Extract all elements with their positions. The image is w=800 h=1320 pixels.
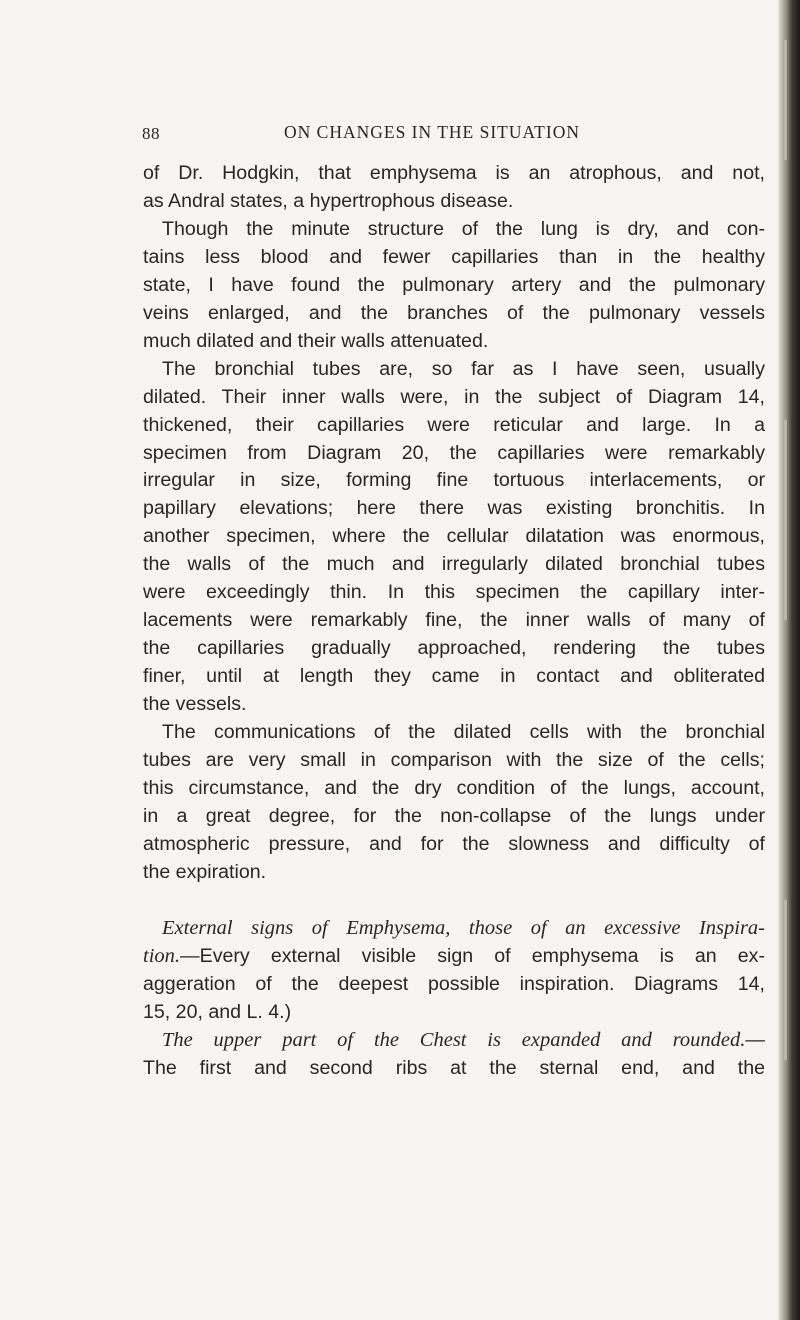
text-line: [143, 943, 765, 971]
text-line: in a great degree, for the non-collapse of the lungs under: [143, 804, 765, 827]
text-line: veins enlarged, and the branches of the pulmonary vessels: [143, 301, 765, 324]
text-line: irregular in size, forming fine tortuous interlacements, or: [143, 469, 765, 492]
text-line: Though the minute structure of the lung is dry, and con-: [162, 217, 765, 240]
section-heading: External signs of Emphysema, those of an excessive Inspira-: [162, 916, 765, 939]
text-line: specimen from Diagram 20, the capillaries were remarkably: [143, 441, 765, 464]
text-line: the vessels.: [143, 693, 247, 716]
paragraph: [143, 356, 765, 719]
text-line: 15, 20, and L. 4.): [143, 1000, 292, 1023]
text-line: tains less blood and fewer capillaries than in the healthy: [143, 245, 765, 268]
section-heading: The upper part of the Chest is expanded and rounded.: [162, 1028, 746, 1051]
text-line: the capillaries gradually approached, rendering the tubes: [143, 637, 765, 660]
text-line: of Dr. Hodgkin, that emphysema is an atrophous, and not,: [143, 162, 765, 184]
text-line: finer, until at length they came in contact and obliterated: [143, 665, 765, 688]
paragraph: [143, 160, 765, 216]
text-line: The first and second ribs at the sternal end, and the: [143, 1056, 765, 1079]
text-line: The bronchial tubes are, so far as I have seen, usually: [162, 357, 765, 380]
text-line: were exceedingly thin. In this specimen the capillary inter-: [143, 581, 765, 604]
text-line: aggeration of the deepest possible inspiration. Diagrams 14,: [143, 972, 765, 995]
text-fragment: —: [745, 1028, 765, 1051]
text-line: another specimen, where the cellular dilatation was enormous,: [143, 525, 765, 548]
paragraph: [143, 719, 765, 887]
edge-stripe: [784, 900, 787, 1060]
paragraph: [143, 216, 765, 356]
text-line: this circumstance, and the dry condition of the lungs, account,: [143, 776, 765, 799]
text-line: [143, 1027, 765, 1055]
text-line: much dilated and their walls attenuated.: [143, 329, 489, 352]
section-heading-continuation: tion.: [143, 944, 181, 967]
text-line: the walls of the much and irregularly dilated bronchial tubes: [143, 553, 765, 576]
running-head: ON CHANGES IN THE SITUATION: [284, 122, 580, 142]
text-line: atmospheric pressure, and for the slowness and difficulty of: [143, 832, 765, 855]
text-line: thickened, their capillaries were reticular and large. In a: [143, 413, 765, 436]
text-line: papillary elevations; here there was existing bronchitis. In: [143, 497, 765, 520]
page-edge-shadow: [778, 0, 800, 1320]
section-gap: [143, 887, 765, 915]
edge-stripe: [784, 420, 787, 620]
text-line: tubes are very small in comparison with the size of the cells;: [143, 749, 765, 772]
text-line: dilated. Their inner walls were, in the subject of Diagram 14,: [143, 385, 765, 408]
text-line: as Andral states, a hypertrophous disease.: [143, 189, 514, 212]
text-line: the expiration.: [143, 860, 267, 883]
text-line: The communications of the dilated cells with the bronchial: [162, 721, 765, 744]
paragraph: [143, 1027, 765, 1083]
page-number: 88: [142, 124, 160, 143]
paragraph: [143, 915, 765, 1027]
text-fragment: —Every external visible sign of emphysema is an ex-: [180, 944, 765, 967]
body-text: [143, 160, 765, 1083]
text-line: lacements were remarkably fine, the inner walls of many of: [143, 609, 765, 632]
page-header: [0, 120, 800, 150]
text-line: state, I have found the pulmonary artery and the pulmonary: [143, 273, 765, 296]
